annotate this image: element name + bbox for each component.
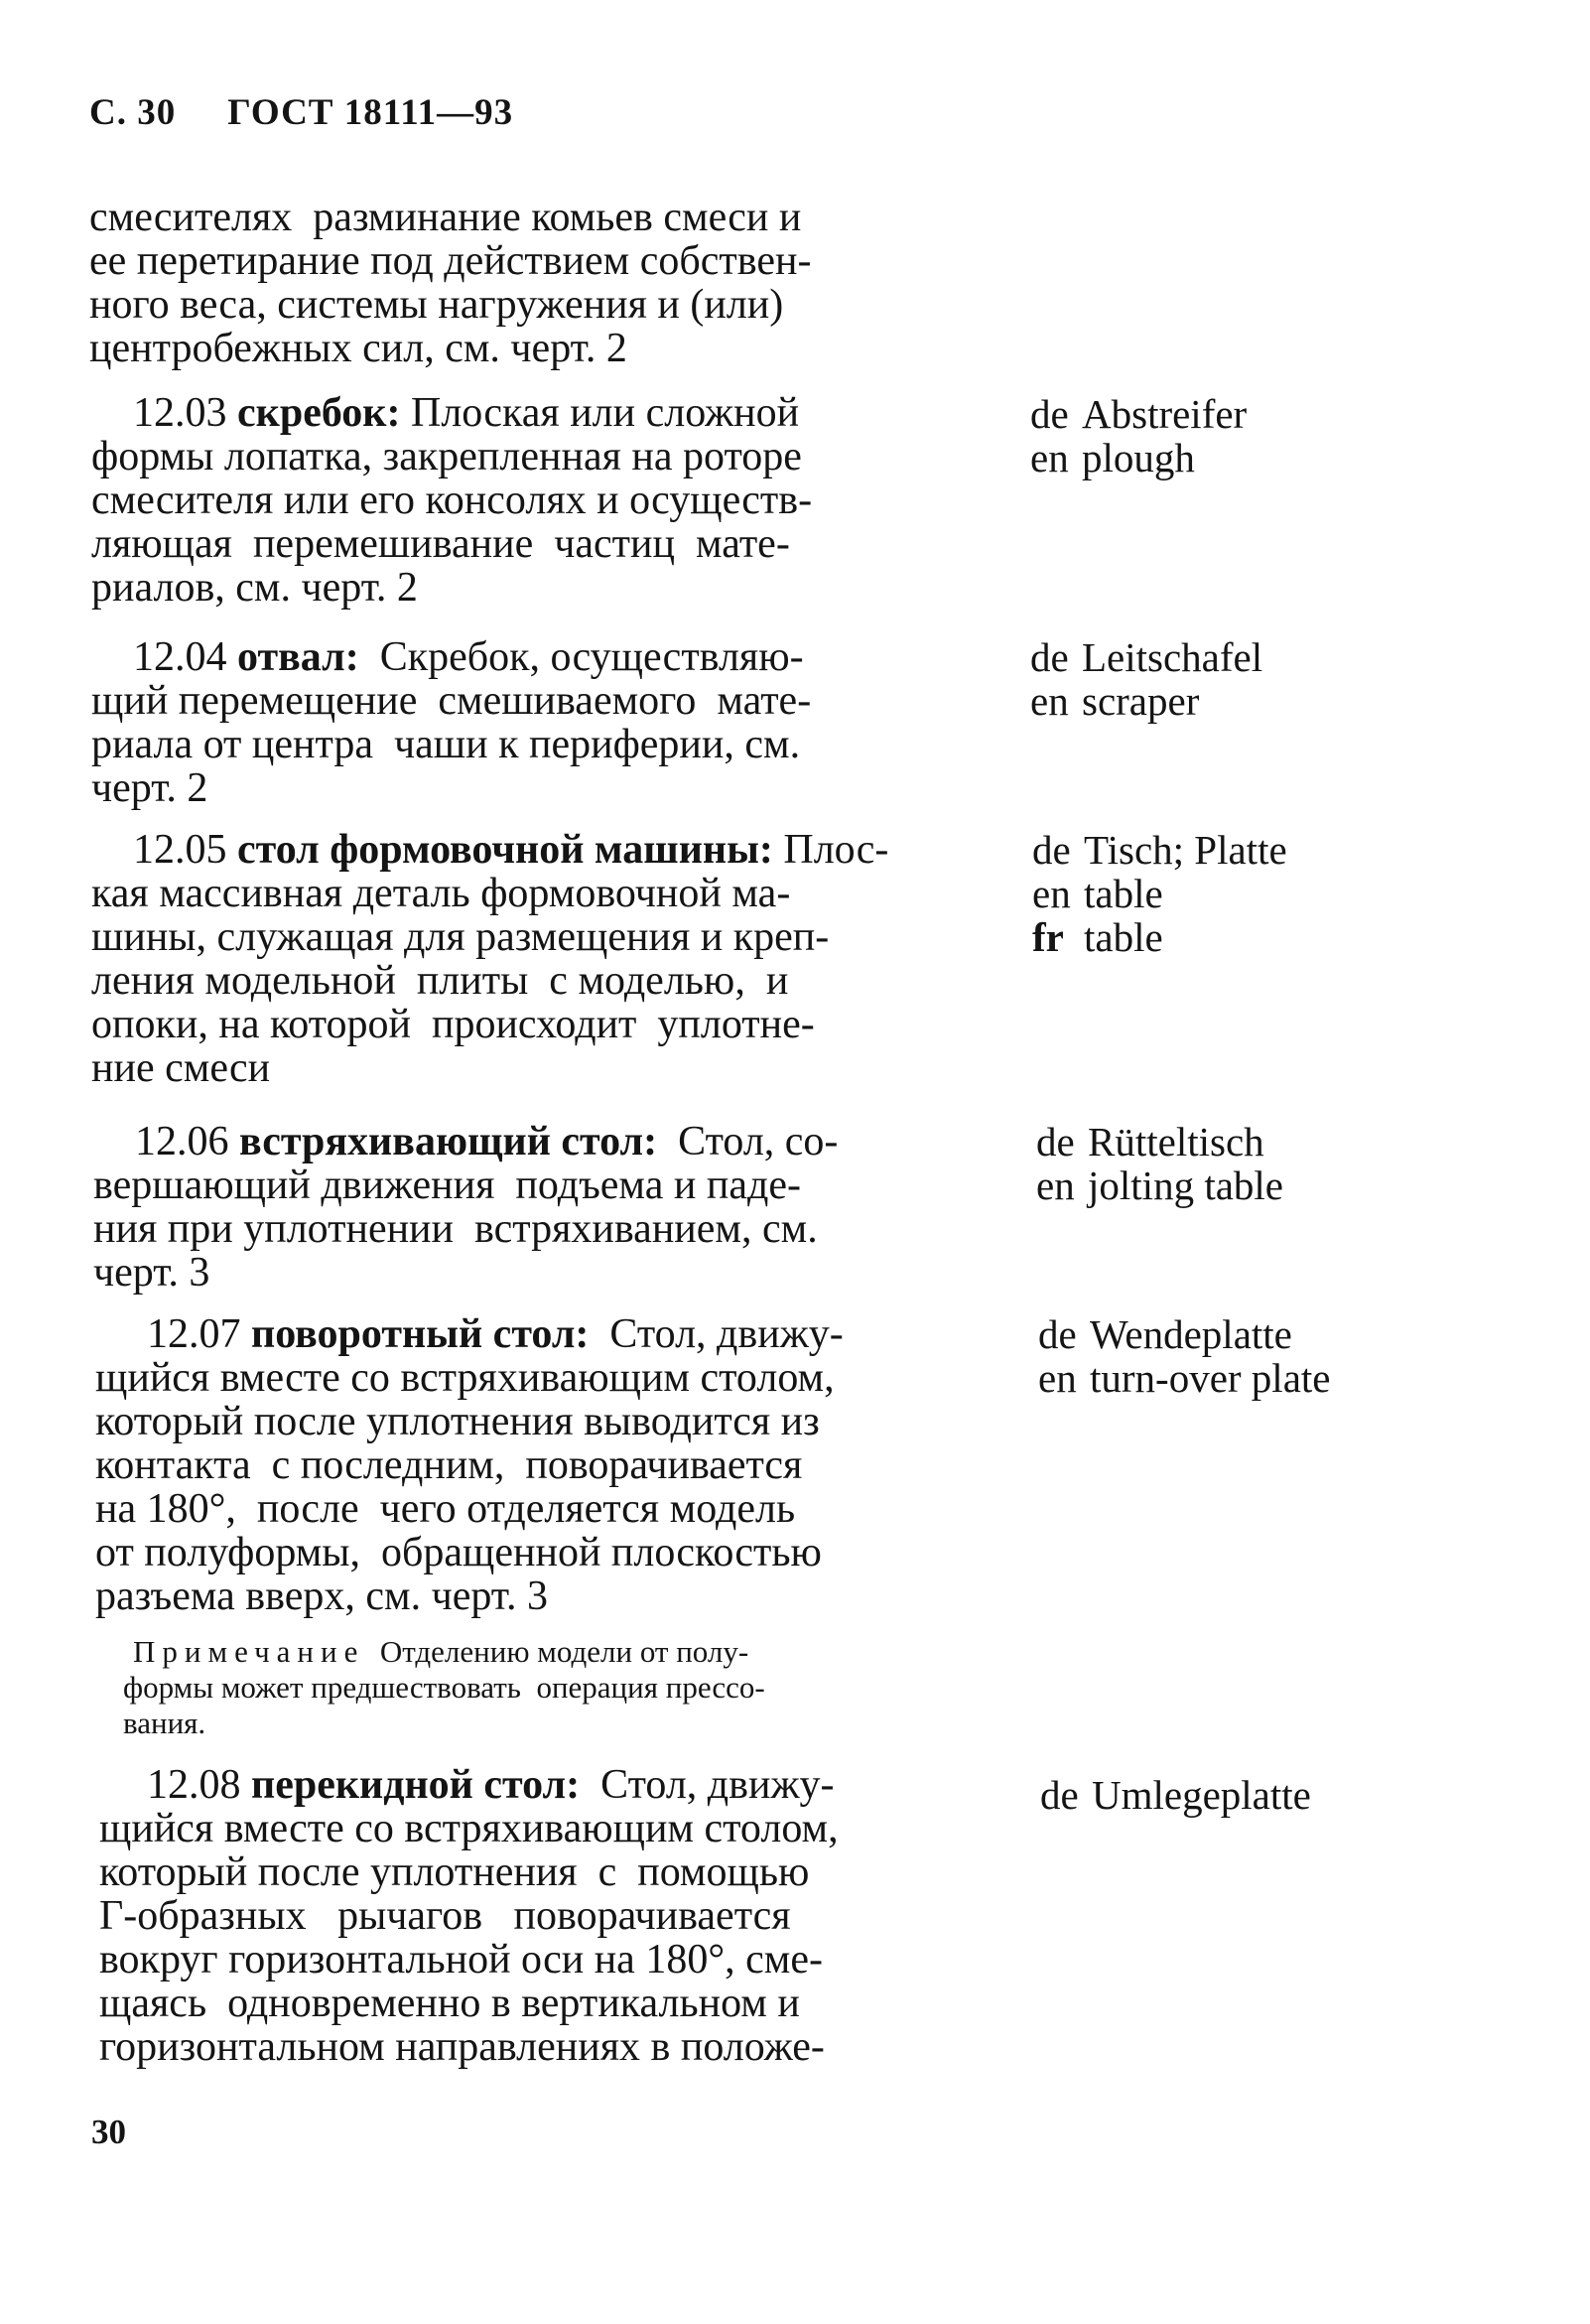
entry-first-line: [91, 391, 812, 435]
foreign-term: [1030, 679, 1262, 723]
entry-text: Плоская или сложной: [400, 390, 800, 436]
entry-text: Стол, движу-: [589, 1311, 844, 1357]
foreign-term: [1030, 635, 1262, 679]
entry-first-line: [93, 1120, 838, 1163]
entry-12-07: [95, 1312, 844, 1618]
text-line: щийся вместе со встряхивающим столом,: [99, 1806, 839, 1851]
note-line: формы может предшествовать операция прессо-: [123, 1670, 765, 1705]
entry-12-05: [91, 828, 888, 1090]
text-line: вершающий движения подъема и паде-: [93, 1162, 801, 1208]
entry-number: 12.04: [133, 634, 227, 680]
note-label: Примечание: [133, 1634, 365, 1669]
text-line: ления модельной плиты с моделью, и: [91, 958, 789, 1004]
lang-code: en: [1030, 435, 1069, 480]
page-label: С. 30: [89, 92, 177, 133]
text-line: который после уплотнения с помощью: [99, 1849, 810, 1895]
foreign-terms-12-03: [1030, 392, 1247, 479]
text-line: ния при уплотнении встряхиванием, см.: [93, 1206, 818, 1252]
entry-number: 12.08: [147, 1762, 241, 1808]
lang-code: de: [1040, 1772, 1079, 1818]
foreign-term: [1038, 1312, 1330, 1356]
text-line: вокруг горизонтальной оси на 180°, сме-: [99, 1937, 823, 1982]
standard-id: ГОСТ 18111—93: [227, 92, 514, 133]
entry-first-line: [95, 1312, 844, 1356]
foreign-terms-12-04: [1030, 635, 1262, 723]
term-text: table: [1084, 914, 1163, 960]
foreign-term: [1040, 1773, 1311, 1817]
intro-paragraph: [89, 196, 811, 370]
text-line: риала от центра чаши к периферии, см.: [91, 722, 801, 767]
entry-number: 12.07: [147, 1311, 241, 1357]
entry-12-06: [93, 1120, 838, 1295]
text-line: ние смеси: [91, 1045, 271, 1091]
page-number: 30: [91, 2113, 126, 2151]
lang-code: en: [1038, 1355, 1077, 1401]
note-text: Отделению модели от полу-: [364, 1634, 749, 1669]
text-line: смесителях разминание комьев смеси и: [89, 195, 802, 240]
text-line: на 180°, после чего отделяется модель: [95, 1486, 796, 1532]
lang-code: de: [1032, 827, 1071, 873]
term-text: Abstreifer: [1082, 391, 1248, 437]
text-line: риалов, см. черт. 2: [91, 565, 418, 611]
text-line: шины, служащая для размещения и креп-: [91, 914, 830, 960]
foreign-term: [1032, 828, 1287, 872]
term-text: Wendeplatte: [1090, 1311, 1292, 1357]
foreign-terms-12-07: [1038, 1312, 1330, 1400]
lang-code: fr: [1032, 914, 1064, 960]
entry-text: Стол, со-: [657, 1119, 839, 1164]
foreign-term: [1030, 436, 1247, 479]
text-line: горизонтальном направлениях в положе-: [99, 2024, 825, 2070]
text-line: ного веса, системы нагружения и (или): [89, 282, 784, 328]
term-text: Leitschafel: [1082, 634, 1263, 680]
entry-text: Скребок, осуществляю-: [358, 634, 804, 680]
term-text: scraper: [1082, 678, 1200, 724]
term-text: Tisch; Platte: [1084, 827, 1287, 873]
text-line: щий перемещение смешиваемого мате-: [91, 678, 812, 724]
entry-number: 12.03: [133, 390, 227, 436]
term-text: turn-over plate: [1090, 1355, 1331, 1401]
foreign-terms-12-08: [1040, 1773, 1311, 1817]
text-line: разъема вверх, см. черт. 3: [95, 1573, 548, 1619]
foreign-term: [1032, 872, 1287, 915]
lang-code: en: [1030, 678, 1069, 724]
text-line: смесителя или его консолях и осуществ-: [91, 478, 813, 523]
text-line: контакта с последним, поворачивается: [95, 1442, 803, 1488]
lang-code: de: [1036, 1119, 1075, 1164]
term-text: Umlegeplatte: [1092, 1772, 1311, 1818]
lang-code: de: [1030, 391, 1069, 437]
foreign-term: [1030, 392, 1247, 436]
lang-code: en: [1032, 871, 1071, 916]
text-line: который после уплотнения выводится из: [95, 1399, 820, 1444]
entry-first-line: [91, 635, 811, 679]
text-line: ее перетирание под действием собствен-: [89, 238, 812, 284]
text-line: опоки, на которой происходит уплотне-: [91, 1002, 815, 1047]
entry-text: Стол, движу-: [580, 1762, 835, 1808]
note: [123, 1634, 765, 1741]
entry-text: Плос-: [772, 827, 889, 873]
text-line: щийся вместе со встряхивающим столом,: [95, 1355, 835, 1401]
text-line: формы лопатка, закрепленная на роторе: [91, 434, 802, 479]
entry-first-line: [91, 828, 888, 872]
text-line: щаясь одновременно в вертикальном и: [99, 1981, 800, 2026]
foreign-term: [1036, 1163, 1283, 1207]
entry-term: встряхивающий стол:: [239, 1119, 658, 1164]
term-text: table: [1084, 871, 1163, 916]
entry-12-08: [99, 1763, 839, 2069]
text-line: Г-образных рычагов поворачивается: [99, 1893, 791, 1939]
text-line: черт. 3: [93, 1250, 210, 1296]
entry-number: 12.06: [135, 1119, 229, 1164]
entry-term: поворотный стол:: [251, 1311, 590, 1357]
entry-term: скребок:: [237, 390, 401, 436]
text-line: ляющая перемешивание частиц мате-: [91, 521, 790, 567]
foreign-term: [1032, 915, 1287, 959]
entry-first-line: [99, 1763, 839, 1807]
text-line: черт. 2: [91, 765, 208, 811]
term-text: jolting table: [1088, 1162, 1283, 1208]
note-line: вания.: [123, 1706, 206, 1740]
lang-code: de: [1030, 634, 1069, 680]
term-text: Rütteltisch: [1088, 1119, 1264, 1164]
text-line: от полуформы, обращенной плоскостью: [95, 1530, 822, 1575]
text-line: кая массивная деталь формовочной ма-: [91, 871, 791, 916]
page-header: [89, 91, 513, 134]
term-text: plough: [1082, 435, 1195, 480]
foreign-term: [1036, 1120, 1283, 1163]
entry-term: отвал:: [237, 634, 359, 680]
text-line: центробежных сил, см. черт. 2: [89, 326, 627, 371]
entry-12-03: [91, 391, 812, 610]
entry-12-04: [91, 635, 811, 810]
foreign-terms-12-05: [1032, 828, 1287, 959]
foreign-terms-12-06: [1036, 1120, 1283, 1207]
note-first-line: [133, 1634, 765, 1670]
entry-term: перекидной стол:: [251, 1762, 581, 1808]
lang-code: de: [1038, 1311, 1077, 1357]
lang-code: en: [1036, 1162, 1075, 1208]
entry-term: стол формовочной машины:: [237, 827, 773, 873]
entry-number: 12.05: [133, 827, 227, 873]
foreign-term: [1038, 1356, 1330, 1400]
